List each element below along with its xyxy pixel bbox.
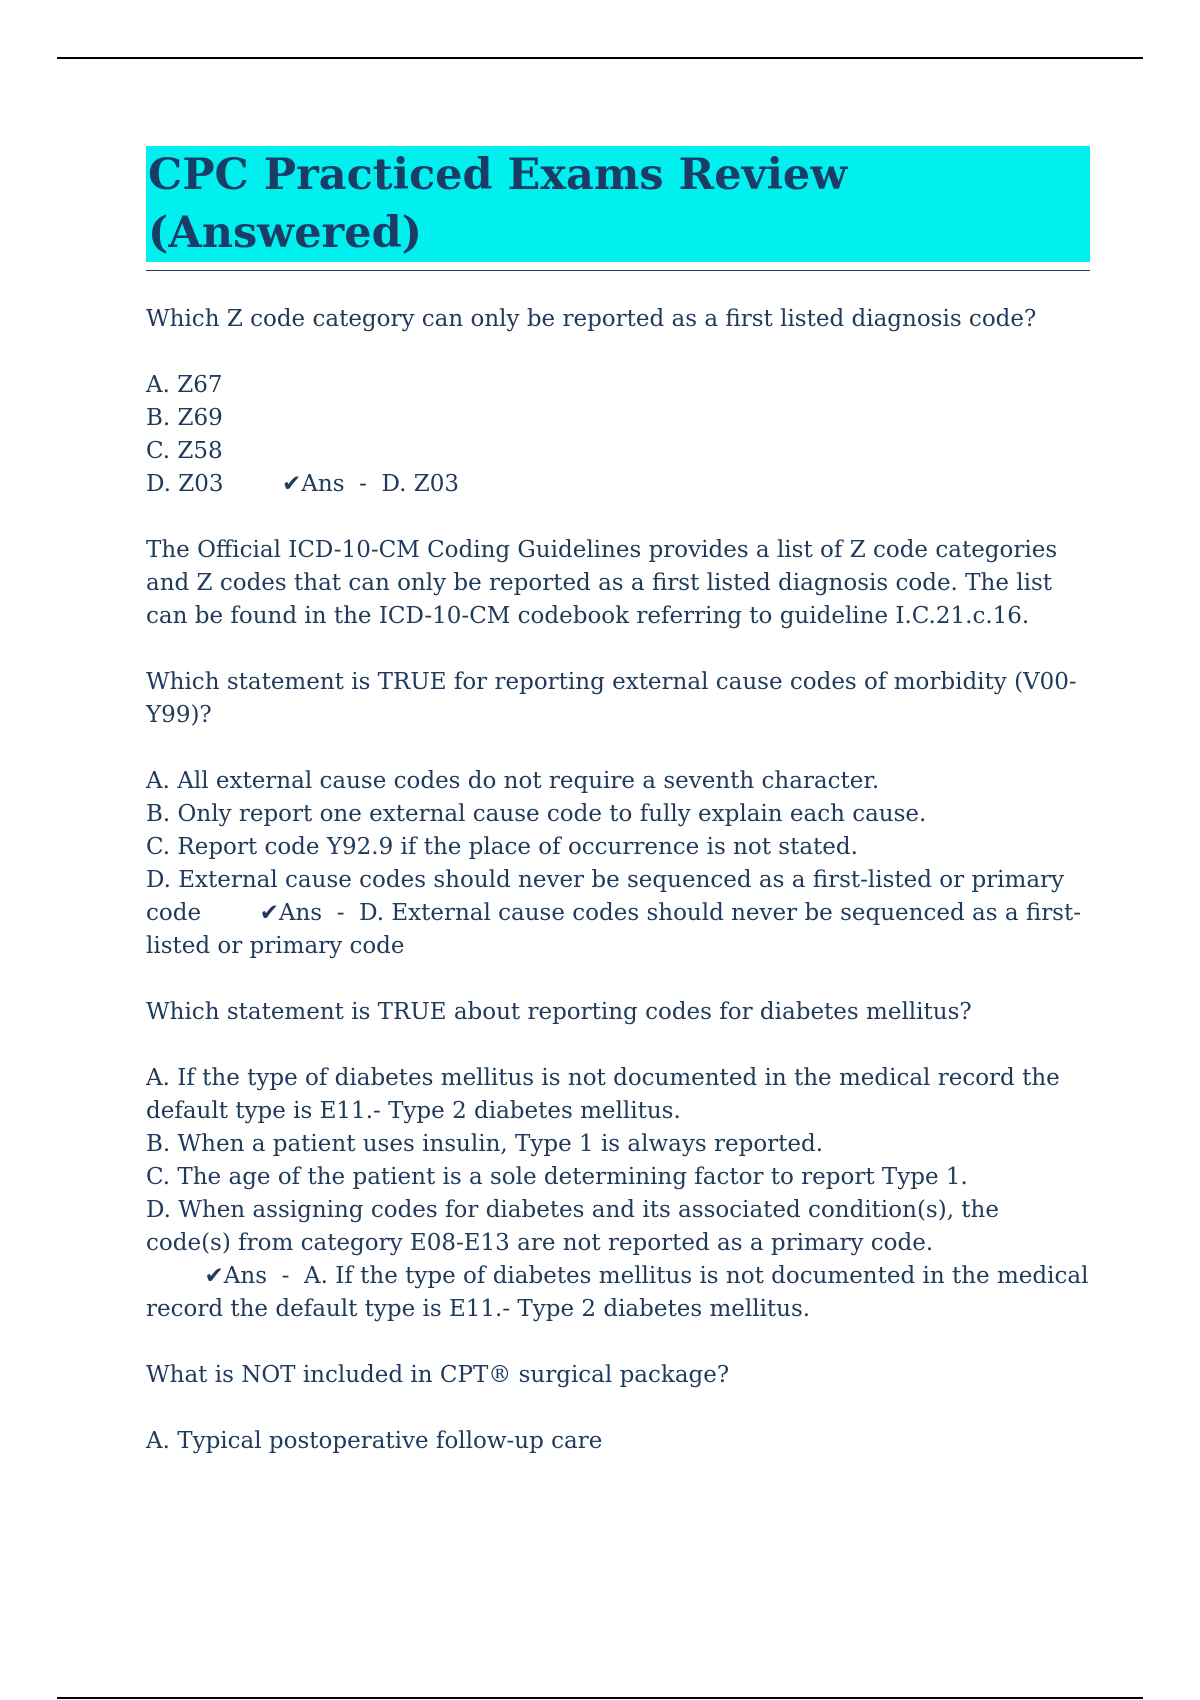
footer-rule [57, 1697, 1143, 1699]
q2-option-d-line [146, 864, 1090, 963]
q1-option-b: B. Z69 [146, 405, 223, 431]
q1-option-c: C. Z58 [146, 438, 223, 464]
document-body [146, 146, 1090, 1458]
q1-option-d-line [146, 468, 1090, 501]
question-2: Which statement is TRUE for reporting external cause codes of morbidity (V00-Y99)? [146, 669, 1077, 728]
question-3: Which statement is TRUE about reporting codes for diabetes mellitus? [146, 999, 972, 1025]
question-4: What is NOT included in CPT® surgical package? [146, 1362, 730, 1388]
document-title: CPC Practiced Exams Review (Answered) [146, 146, 1090, 262]
q1-option-d: D. Z03 [146, 471, 224, 497]
q2-option-b: B. Only report one external cause code to fully explain each cause. [146, 801, 927, 827]
q3-option-b: B. When a patient uses insulin, Type 1 is always reported. [146, 1131, 824, 1157]
q1-answer: D. Z03 [381, 471, 460, 497]
q3-answer: A. If the type of diabetes mellitus is not documented in the medical record the default type is E11.- Type 2 diabetes mellitus. [146, 1263, 1089, 1322]
q1-explanation: The Official ICD-10-CM Coding Guidelines provides a list of Z code categories and Z codes that can only be reported as a first listed diagnosis code. The list can be found in the ICD-10-CM codebook referring to guideline I.C.21.c.16. [146, 537, 1058, 629]
q4-option-a: A. Typical postoperative follow-up care [146, 1428, 603, 1454]
q3-option-c: C. The age of the patient is a sole determining factor to report Type 1. [146, 1164, 968, 1190]
title-block [146, 146, 1090, 271]
q3-option-d-line [146, 1194, 1090, 1326]
q2-answer: D. External cause codes should never be sequenced as a first-listed or primary code [146, 900, 1081, 959]
q2-answer-marker: ✔Ans - [259, 900, 360, 926]
q3-option-d: D. When assigning codes for diabetes and its associated condition(s), the code(s) from category E08-E13 are not reported as a primary code. [146, 1197, 999, 1256]
q3-answer-marker: ✔Ans - [204, 1263, 305, 1289]
q1-option-a: A. Z67 [146, 372, 223, 398]
q2-option-c: C. Report code Y92.9 if the place of occurrence is not stated. [146, 834, 858, 860]
question-1: Which Z code category can only be reported as a first listed diagnosis code? [146, 306, 1037, 332]
q1-answer-marker: ✔Ans - [282, 471, 382, 497]
header-rule [57, 57, 1143, 59]
q2-option-d: D. External cause codes should never be sequenced as a first-listed or primary code [146, 867, 1065, 926]
q3-option-a: A. If the type of diabetes mellitus is not documented in the medical record the default type is E11.- Type 2 diabetes mellitus. [146, 1065, 1060, 1124]
q2-option-a: A. All external cause codes do not require a seventh character. [146, 768, 880, 794]
